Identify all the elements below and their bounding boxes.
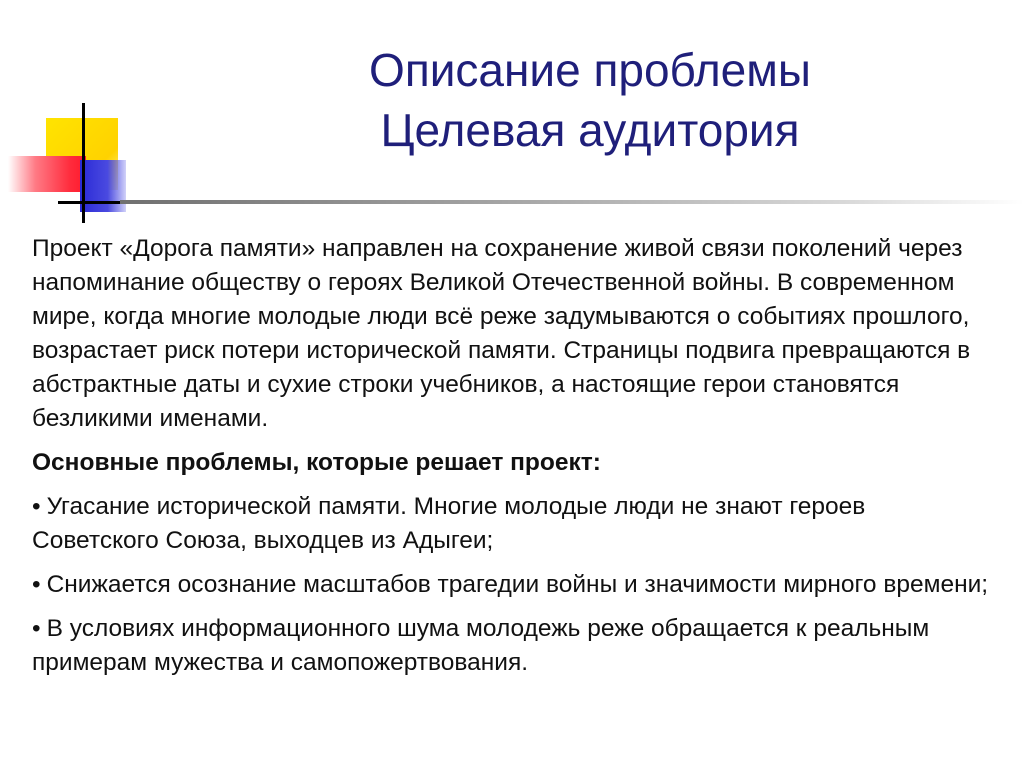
bullet-mark: • (32, 493, 41, 520)
bullet-mark: • (32, 571, 41, 598)
problems-heading: Основные проблемы, которые решает проект: (32, 449, 601, 476)
bullet-mark: • (32, 615, 41, 642)
red-bar-decoration (8, 156, 86, 192)
bullet-text: В условиях информационного шума молодежь реже обращается к реальным примерам мужества и самопожертвования. (32, 615, 930, 676)
title-line-1: Описание проблемы (369, 44, 811, 96)
vertical-line-decoration (82, 103, 85, 223)
bullet-item (32, 612, 992, 680)
slide-title (230, 40, 950, 160)
title-divider (120, 200, 1024, 204)
bullet-text: Снижается осознание масштабов трагедии войны и значимости мирного времени; (46, 571, 989, 598)
bullet-item (32, 490, 992, 558)
intro-paragraph: Проект «Дорога памяти» направлен на сохранение живой связи поколений через напоминание обществу о героях Великой Отечественной войны. В современном мире, когда многие молодые люди всё реже задумываются о событиях прошлого, возрастает риск потери исторической памяти. Страницы подвига превращаются в абстрактные даты и сухие строки учебников, а настоящие герои становятся безликими именами. (32, 235, 971, 432)
decorative-blocks (0, 0, 140, 240)
slide-body (32, 232, 992, 680)
title-line-2: Целевая аудитория (380, 104, 800, 156)
bullet-item (32, 568, 992, 602)
blue-square-decoration (80, 160, 126, 212)
bullet-text: Угасание исторической памяти. Многие молодые люди не знают героев Советского Союза, выходцев из Адыгеи; (32, 493, 866, 554)
